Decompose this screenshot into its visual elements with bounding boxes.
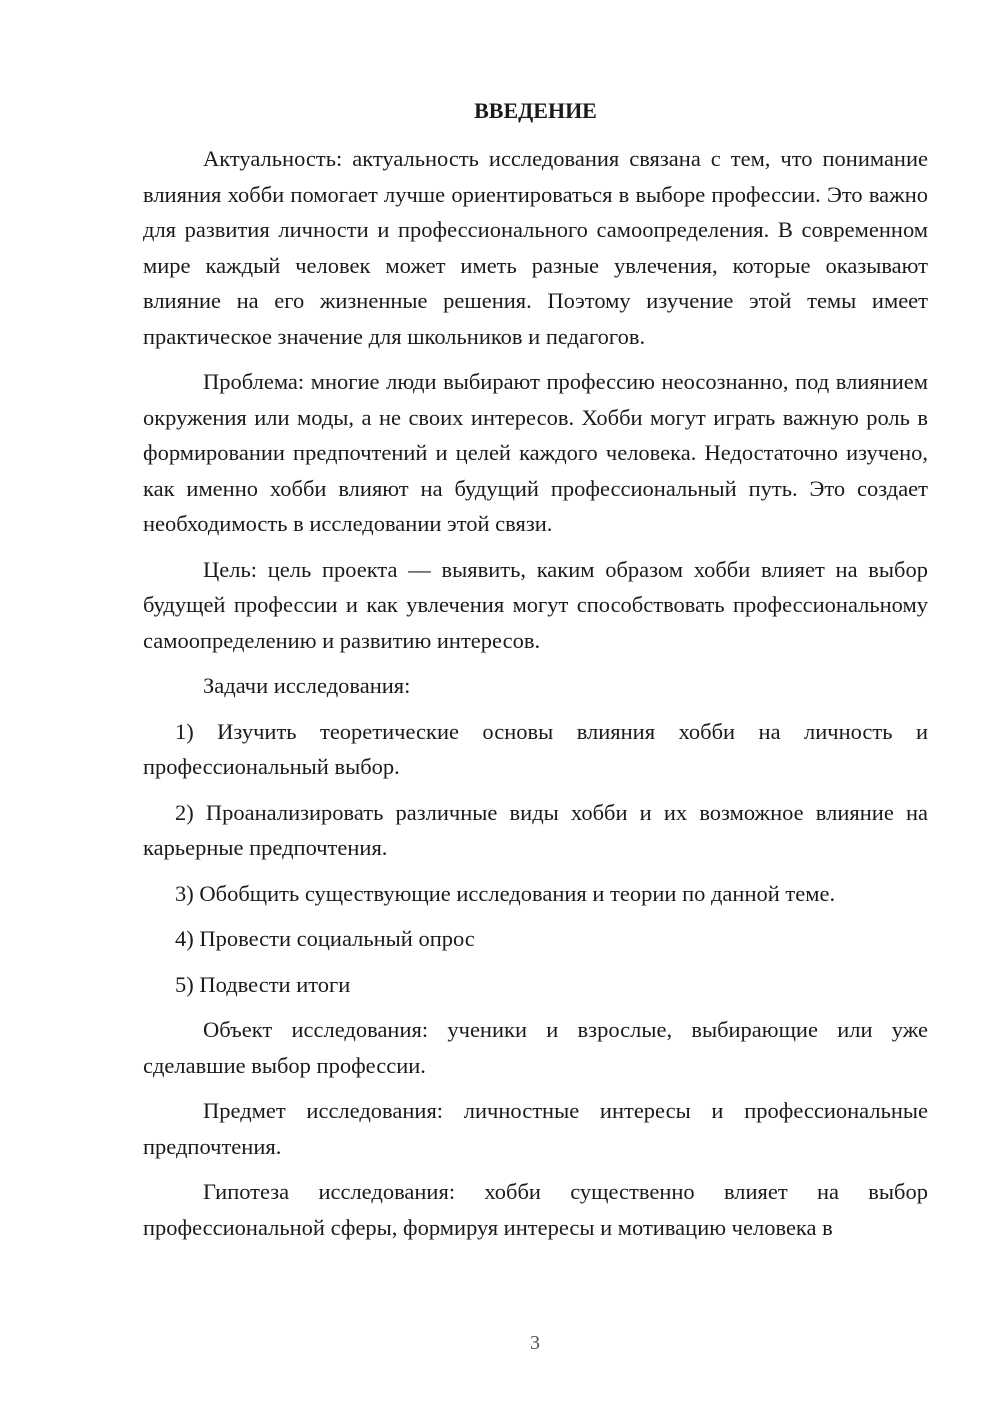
paragraph-goal: Цель: цель проекта — выявить, каким образом хобби влияет на выбор будущей профессии и как увлечения могут способствовать профессиональному самоопределению и развитию интересов. <box>143 556 928 653</box>
task-item-3: 3) Обобщить существующие исследования и теории по данной теме. <box>175 880 836 906</box>
task-item-4: 4) Провести социальный опрос <box>175 926 475 951</box>
task-item-5: 5) Подвести итоги <box>175 971 351 997</box>
paragraph-problem: Проблема: многие люди выбирают профессию неосознанно, под влиянием окружения или моды, а не своих интересов. Хобби могут играть важную роль в формировании предпочтений и целей каждого человека. Недостаточно изучено, как именно хобби влияют на будущий профессиональный путь. Это создает необходимость в исследовании этой связи. <box>143 369 928 536</box>
paragraph-tasks-heading: Задачи исследования: <box>203 673 411 698</box>
task-item-1: 1) Изучить теоретические основы влияния хобби на личность и профессиональный выбор. <box>143 718 928 779</box>
paragraph-relevance: Актуальность: актуальность исследования связана с тем, что понимание влияния хобби помогает лучше ориентироваться в выборе профессии. Это важно для развития личности и профессионального самоопределения. В современном мире каждый человек может иметь разные увлечения, которые оказывают влияние на его жизненные решения. Поэтому изучение этой темы имеет практическое значение для школьников и педагогов. <box>143 146 928 349</box>
paragraph-hypothesis: Гипотеза исследования: хобби существенно влияет на выбор профессиональной сферы, формируя интересы и мотивацию человека в <box>143 1179 928 1240</box>
page-title: ВВЕДЕНИЕ <box>474 98 597 123</box>
task-item-2: 2) Проанализировать различные виды хобби и их возможное влияние на карьерные предпочтения. <box>143 799 928 860</box>
document-body <box>143 141 928 1255</box>
page-number: 3 <box>530 1332 540 1354</box>
paragraph-subject: Предмет исследования: личностные интересы и профессиональные предпочтения. <box>143 1098 928 1159</box>
paragraph-object: Объект исследования: ученики и взрослые, выбирающие или уже сделавшие выбор профессии. <box>143 1017 928 1078</box>
